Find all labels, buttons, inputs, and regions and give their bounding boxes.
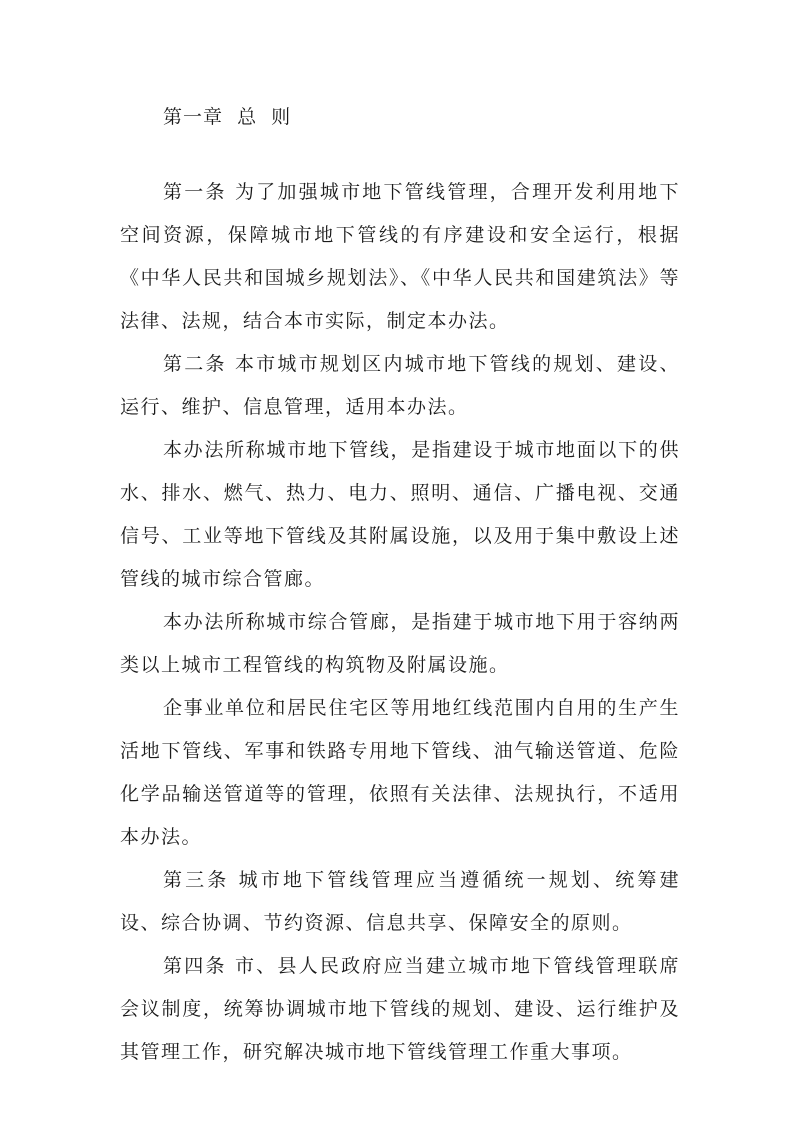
- pipeline-definition-paragraph: 本办法所称城市地下管线，是指建设于城市地面以下的供水、排水、燃气、热力、电力、照明、通信、广播电视、交通信号、工业等地下管线及其附属设施，以及用于集中敷设上述管线的城市综合管廊。: [120, 439, 680, 590]
- article-1-paragraph: 第一条 为了加强城市地下管线管理，合理开发利用地下空间资源，保障城市地下管线的有序建设和安全运行，根据《中华人民共和国城乡规划法》、《中华人民共和国建筑法》等法律、法规，结合本市实际，制定本办法。: [120, 181, 680, 332]
- article-3-paragraph: 第三条 城市地下管线管理应当遵循统一规划、统筹建设、综合协调、节约资源、信息共享、保障安全的原则。: [120, 869, 680, 934]
- exclusion-paragraph: 企事业单位和居民住宅区等用地红线范围内自用的生产生活地下管线、军事和铁路专用地下管线、油气输送管道、危险化学品输送管道等的管理，依照有关法律、法规执行，不适用本办法。: [120, 697, 680, 848]
- chapter-title: 第一章 总 则: [163, 106, 292, 128]
- article-2-paragraph: 第二条 本市城市规划区内城市地下管线的规划、建设、运行、维护、信息管理，适用本办法。: [120, 353, 680, 418]
- utility-tunnel-definition-paragraph: 本办法所称城市综合管廊，是指建于城市地下用于容纳两类以上城市工程管线的构筑物及附属设施。: [120, 611, 680, 676]
- article-4-paragraph: 第四条 市、县人民政府应当建立城市地下管线管理联席会议制度，统筹协调城市地下管线的规划、建设、运行维护及其管理工作，研究解决城市地下管线管理工作重大事项。: [120, 955, 680, 1063]
- document-body: [120, 171, 680, 1074]
